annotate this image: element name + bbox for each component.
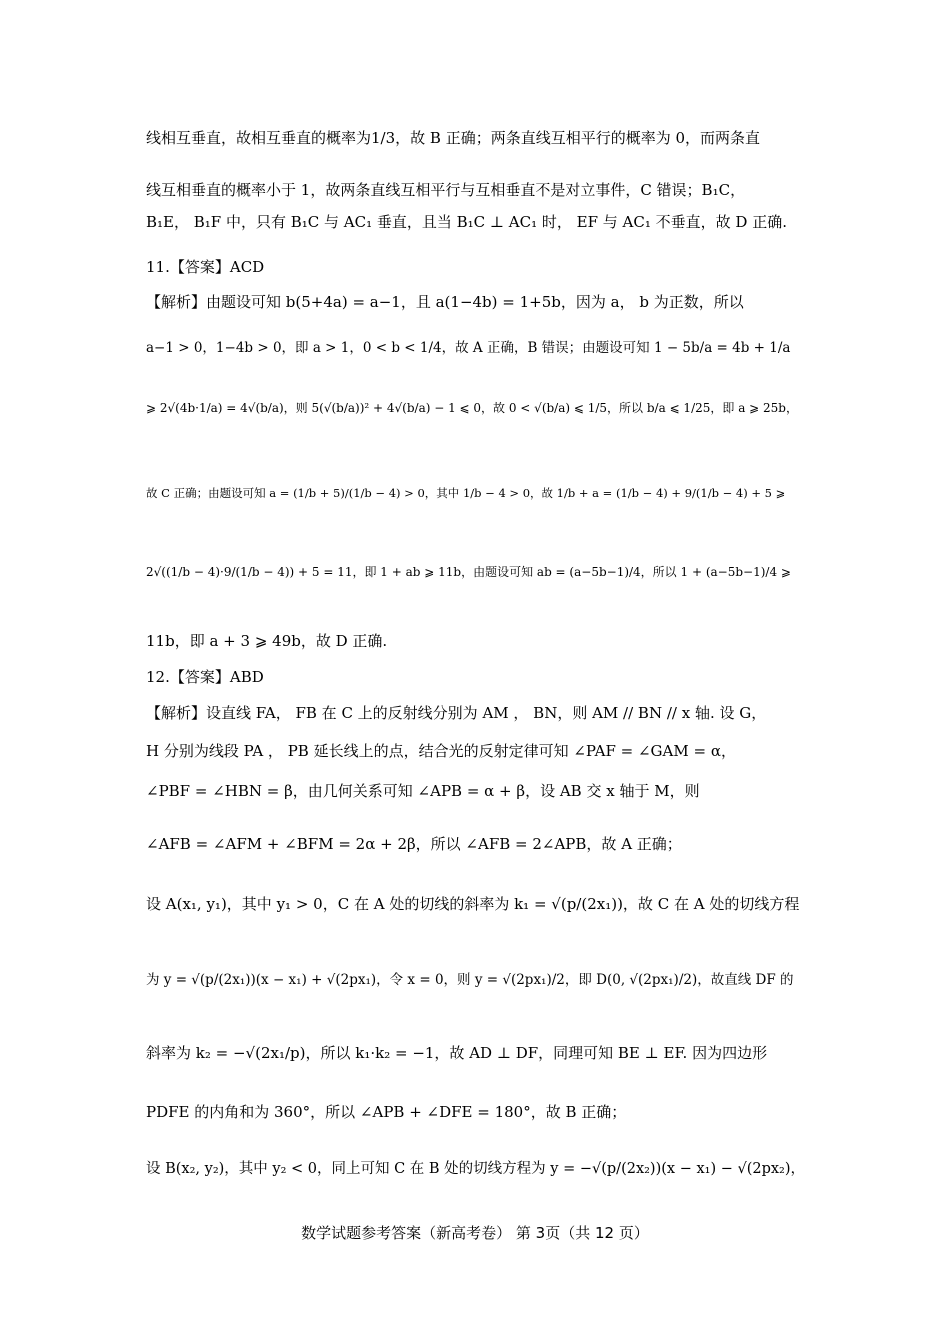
analysis-12-line-3: ∠PBF = ∠HBN = β，由几何关系可知 ∠APB = α + β，设 AB 交 x 轴于 M，则 — [146, 782, 700, 800]
analysis-11-line-4: 故 C 正确；由题设可知 a = (1/b + 5)/(1/b − 4) > 0，其中 1/b − 4 > 0，故 1/b + a = (1/b − 4) + 9/(1/b − 4) + 5 ⩾ — [146, 486, 786, 500]
answer-12: 12.【答案】ABD — [146, 668, 264, 686]
text-line-3: B₁E， B₁F 中，只有 B₁C 与 AC₁ 垂直，且当 B₁C ⊥ AC₁ 时， EF 与 AC₁ 不垂直，故 D 正确. — [146, 213, 787, 231]
analysis-12-line-9: 设 B(x₂, y₂)，其中 y₂ < 0，同上可知 C 在 B 处的切线方程为 y = −√(p/(2x₂))(x − x₁) − √(2px₂)， — [146, 1161, 806, 1177]
analysis-12-line-7: 斜率为 k₂ = −√(2x₁/p)，所以 k₁·k₂ = −1，故 AD ⊥ DF，同理可知 BE ⊥ EF. 因为四边形 — [146, 1044, 768, 1062]
analysis-12-line-5: 设 A(x₁, y₁)，其中 y₁ > 0，C 在 A 处的切线的斜率为 k₁ = √(p/(2x₁))，故 C 在 A 处的切线方程 — [146, 895, 800, 913]
analysis-12-line-1: 【解析】设直线 FA， FB 在 C 上的反射线分别为 AM ， BN，则 AM // BN // x 轴. 设 G， — [146, 704, 767, 722]
analysis-11-line-6: 11b，即 a + 3 ⩾ 49b，故 D 正确. — [146, 632, 388, 650]
analysis-11-line-2: a−1 > 0，1−4b > 0，即 a > 1，0 < b < 1/4，故 A 正确，B 错误；由题设可知 1 − 5b/a = 4b + 1/a — [146, 340, 791, 356]
analysis-12-line-4: ∠AFB = ∠AFM + ∠BFM = 2α + 2β，所以 ∠AFB = 2∠APB，故 A 正确； — [146, 835, 682, 853]
analysis-11-line-1: 【解析】由题设可知 b(5+4a) = a−1，且 a(1−4b) = 1+5b，因为 a， b 为正数，所以 — [146, 293, 744, 311]
analysis-11-line-5: 2√((1/b − 4)·9/(1/b − 4)) + 5 = 11，即 1 + ab ⩾ 11b，由题设可知 ab = (a−5b−1)/4，所以 1 + (a−5b−1)/4 ⩾ — [146, 565, 791, 579]
text-line-1: 线相互垂直，故相互垂直的概率为1/3，故 B 正确；两条直线互相平行的概率为 0，而两条直 — [146, 129, 761, 147]
analysis-12-line-6: 为 y = √(p/(2x₁))(x − x₁) + √(2px₁)，令 x = 0，则 y = √(2px₁)/2，即 D(0, √(2px₁)/2)，故直线 DF 的 — [146, 972, 794, 988]
page-footer: 数学试题参考答案（新高考卷） 第 3页（共 12 页） — [301, 1224, 649, 1242]
text-line-2: 线互相垂直的概率小于 1，故两条直线互相平行与互相垂直不是对立事件，C 错误；B₁C， — [146, 181, 746, 199]
analysis-12-line-2: H 分别为线段 PA ， PB 延长线上的点，结合光的反射定律可知 ∠PAF = ∠GAM = α， — [146, 742, 736, 760]
answer-11: 11.【答案】ACD — [146, 258, 265, 276]
analysis-12-line-8: PDFE 的内角和为 360°，所以 ∠APB + ∠DFE = 180°，故 B 正确； — [146, 1103, 627, 1121]
analysis-11-line-3: ⩾ 2√(4b·1/a) = 4√(b/a)，则 5(√(b/a))² + 4√(b/a) − 1 ⩽ 0，故 0 < √(b/a) ⩽ 1/5，所以 b/a ⩽ 1/25，即 a ⩾ 25b， — [146, 401, 798, 415]
